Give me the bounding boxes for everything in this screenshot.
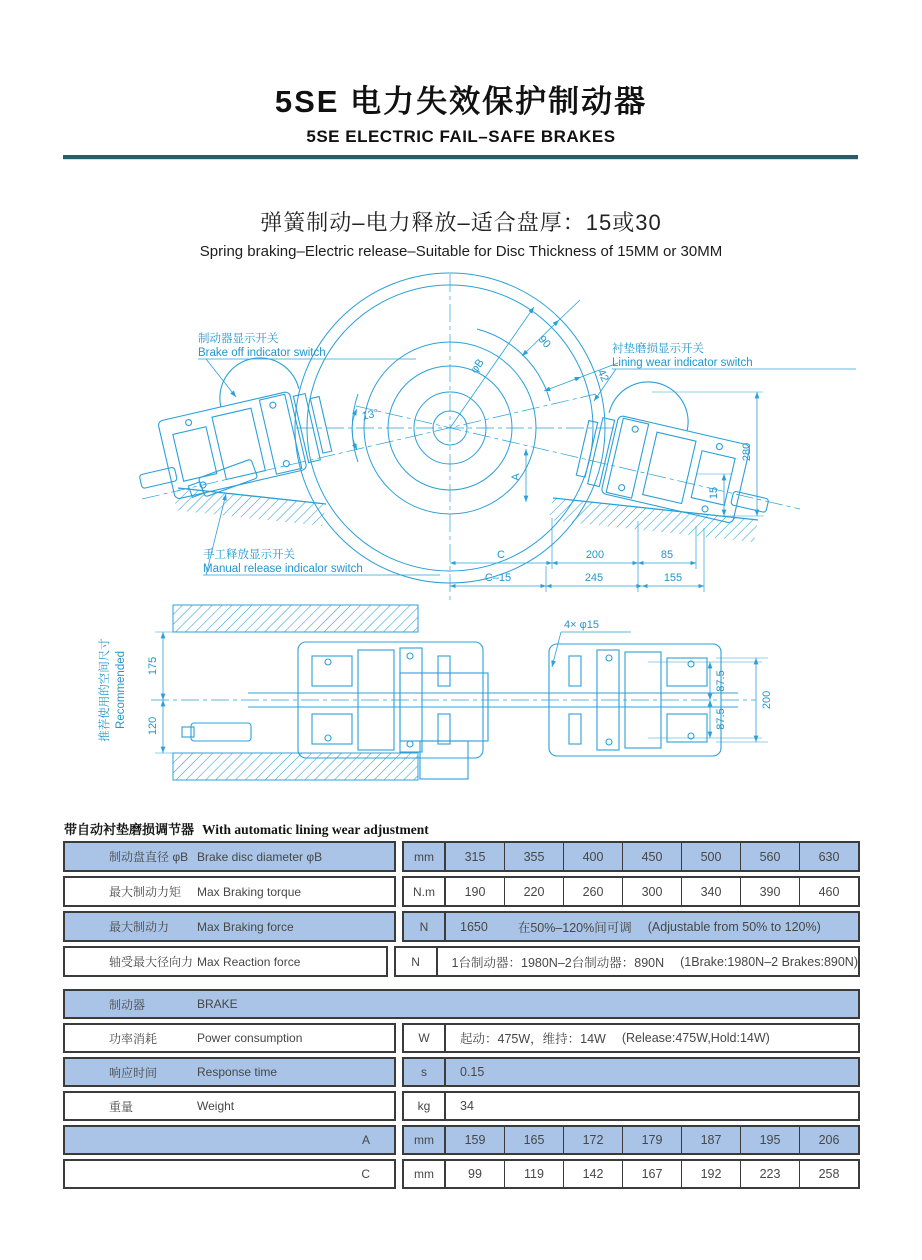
value-cell: 315 [446, 843, 505, 870]
spec-table-brake [63, 989, 860, 1193]
value-cell: 195 [741, 1127, 800, 1153]
table-row-dim-a [63, 1125, 860, 1155]
dim-155: 155 [663, 572, 683, 584]
dim-280: 280 [741, 442, 753, 462]
table-row-disc-diameter [63, 841, 860, 872]
lining-wear-switch-label-en: Lining wear indicator switch [612, 357, 753, 369]
ground-hatch-right [549, 498, 758, 542]
mount-plate-bottom [173, 753, 418, 780]
value-cell: 190 [446, 878, 505, 905]
table-row-power-consumption [63, 1023, 860, 1053]
dim-87-5-bottom: 87.5 [715, 708, 727, 730]
radial-dimensions [352, 300, 618, 450]
table-row-braking-force [63, 911, 860, 942]
row-label-en: Max Reaction force [197, 954, 301, 969]
header-divider [63, 155, 858, 160]
intro-block [0, 206, 922, 260]
row-label-en: Brake disc diameter φB [197, 849, 323, 864]
value-cell: 450 [623, 843, 682, 870]
table-row-response-time [63, 1057, 860, 1087]
row-label: C [361, 1167, 370, 1181]
unit-cell: W [404, 1025, 446, 1051]
page-title: 5SE 电力失效保护制动器 [274, 84, 648, 119]
value-cell: 187 [682, 1127, 741, 1153]
row-label-cn: 功率消耗 [109, 1031, 158, 1046]
dim-87-5-top: 87.5 [715, 670, 727, 692]
span-value: 1650 [460, 919, 488, 934]
left-caliper [119, 346, 334, 506]
ground-hatch-left [174, 488, 326, 526]
value-cell: 460 [818, 884, 840, 899]
value-cell: 220 [505, 878, 564, 905]
header-cn: 制动器 [109, 997, 146, 1012]
value-cell: 560 [741, 843, 800, 870]
span-value-cn: 在50%–120%间可调 [517, 920, 632, 935]
value-cell: 260 [564, 878, 623, 905]
row-label: A [361, 1133, 370, 1147]
unit-cell: mm [404, 1127, 446, 1153]
table-row-braking-torque [63, 876, 860, 907]
row-label-cn: 最大制动力矩 [109, 885, 182, 899]
span-value: 34 [460, 1099, 474, 1113]
dim-245: 245 [584, 572, 604, 584]
dim-120: 120 [147, 716, 159, 736]
unit-cell: N.m [404, 878, 446, 905]
span-value: 0.15 [460, 1065, 485, 1079]
dim-a: A [510, 473, 522, 481]
brake-off-switch-label-en: Brake off indicator switch [198, 347, 326, 359]
manual-release-switch-label-cn: 手工释放显示开关 [203, 549, 295, 561]
mount-plate-top [173, 605, 418, 632]
value-cell: 192 [682, 1161, 741, 1187]
value-cell: 340 [682, 878, 741, 905]
span-value-cn: 起动：475W，维持：14W [460, 1032, 606, 1046]
dim-phi-b: φB [468, 356, 487, 376]
intro-line-cn: 弹簧制动–电力释放–适合盘厚：15或30 [260, 210, 662, 235]
row-label-cn: 轴受最大径向力 [109, 955, 194, 969]
value-cell: 142 [564, 1161, 623, 1187]
unit-cell: mm [404, 843, 446, 870]
row-label-en: Response time [197, 1065, 278, 1079]
row-label-cn: 最大制动力 [109, 920, 170, 934]
intro-line-en: Spring braking–Electric release–Suitable for Disc Thickness of 15MM or 30MM [199, 243, 723, 260]
dim-42: 42 [594, 367, 611, 384]
dim-bolt-holes: 4× φ15 [564, 619, 599, 631]
row-label-en: Max Braking force [197, 919, 294, 934]
value-cell: 300 [623, 878, 682, 905]
value-cell: 400 [564, 843, 623, 870]
unit-cell: kg [404, 1093, 446, 1119]
dim-15: 15 [708, 486, 720, 500]
page-header [0, 76, 922, 147]
dim-c: C [497, 549, 505, 561]
value-cell: 390 [741, 878, 800, 905]
dim-90: 90 [535, 333, 553, 351]
value-cell: 167 [623, 1161, 682, 1187]
table-row-dim-c [63, 1159, 860, 1189]
recommended-label-en: Recommended [115, 651, 127, 729]
value-cell: 355 [505, 843, 564, 870]
value-cell: 223 [741, 1161, 800, 1187]
dim-85: 85 [660, 549, 674, 561]
row-label-cn: 制动盘直径 φB [109, 850, 189, 864]
unit-cell: N [404, 913, 446, 940]
dim-175: 175 [147, 656, 159, 676]
table-note [64, 819, 429, 838]
table-note-cn: 带自动衬垫磨损调节器 [64, 822, 195, 837]
row-label-en: Weight [197, 1099, 235, 1113]
table-note-en: With automatic lining wear adjustment [202, 822, 429, 837]
value-cell: 159 [446, 1127, 505, 1153]
technical-drawing [56, 266, 866, 814]
table-row-brake-header [63, 989, 860, 1019]
dim-200: 200 [585, 549, 605, 561]
spec-table-disc [63, 841, 860, 981]
header-en: BRAKE [197, 997, 238, 1011]
span-value-en: (1Brake:1980N–2 Brakes:890N) [680, 954, 858, 969]
value-cell: 500 [682, 843, 741, 870]
value-cell: 172 [564, 1127, 623, 1153]
value-cell: 630 [818, 849, 840, 864]
span-value-en: (Release:475W,Hold:14W) [621, 1031, 770, 1045]
dim-200-vertical: 200 [761, 690, 773, 710]
dim-c15: C–15 [484, 572, 512, 584]
span-value-cn: 1台制动器：1980N–2台制动器：890N [451, 955, 665, 970]
page-subtitle: 5SE ELECTRIC FAIL–SAFE BRAKES [306, 127, 616, 146]
value-cell: 258 [818, 1167, 840, 1181]
dim-13deg: 13° [360, 407, 380, 423]
lining-wear-switch-label-cn: 衬垫磨损显示开关 [612, 343, 704, 355]
unit-cell: mm [404, 1161, 446, 1187]
unit-cell: N [396, 948, 438, 975]
row-label-cn: 响应时间 [109, 1065, 158, 1080]
brake-off-switch-label-cn: 制动器显示开关 [198, 333, 279, 345]
table-row-weight [63, 1091, 860, 1121]
row-label-en: Power consumption [197, 1031, 303, 1045]
span-value-en: (Adjustable from 50% to 120%) [647, 919, 821, 934]
table-row-reaction-force [63, 946, 860, 977]
manual-release-switch-label-en: Manual release indicalor switch [203, 563, 363, 575]
value-cell: 206 [818, 1133, 840, 1147]
value-cell: 99 [446, 1161, 505, 1187]
unit-cell: s [404, 1059, 446, 1085]
value-cell: 119 [505, 1161, 564, 1187]
recommended-label-cn: 推荐使用的空间尺寸 [99, 638, 111, 742]
value-cell: 179 [623, 1127, 682, 1153]
diagram-labels [97, 331, 773, 742]
row-label-en: Max Braking torque [197, 884, 302, 899]
row-label-cn: 重量 [109, 1099, 134, 1114]
value-cell: 165 [505, 1127, 564, 1153]
